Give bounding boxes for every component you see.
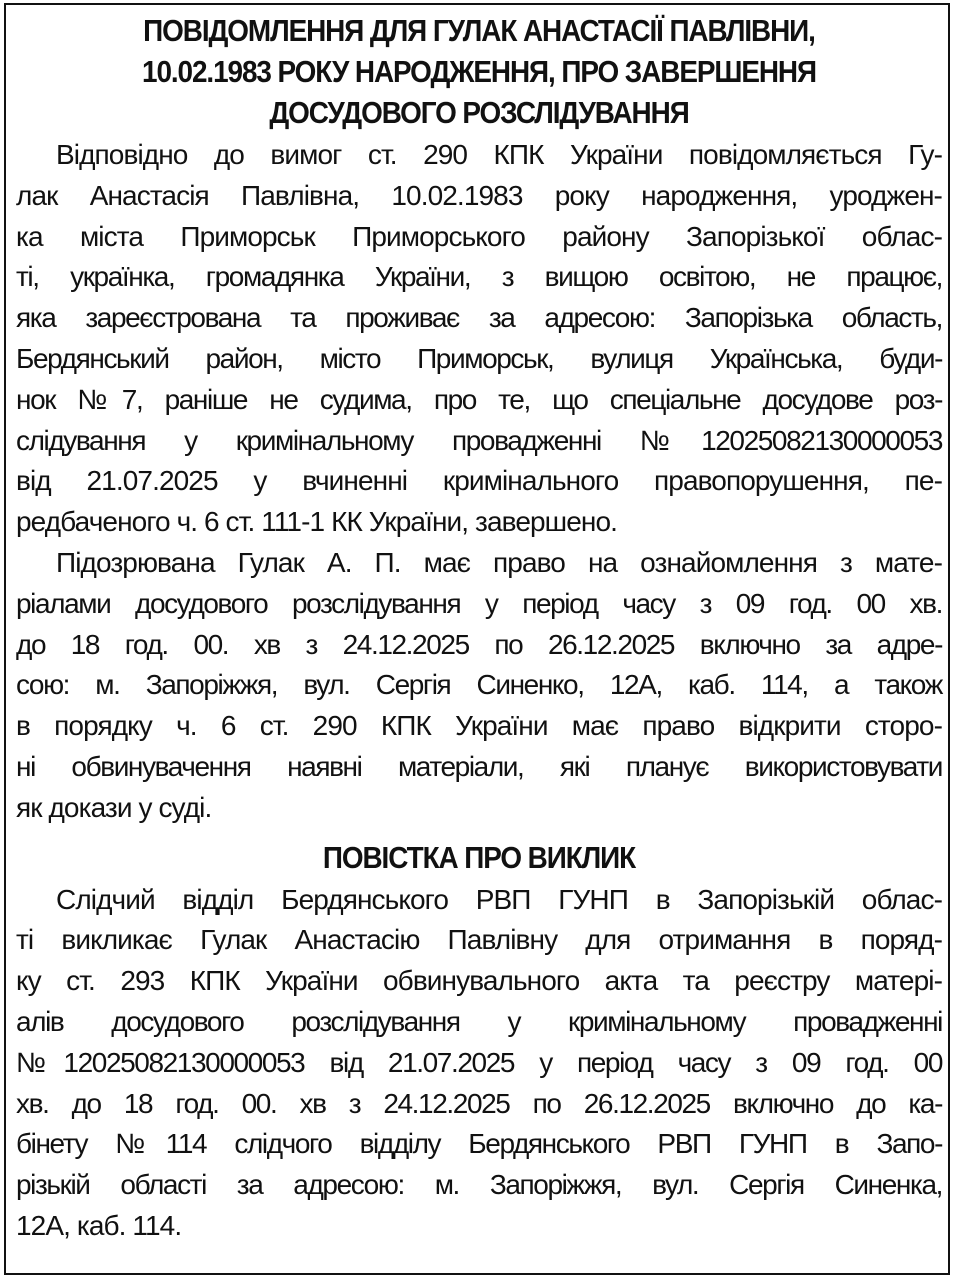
text-line: в порядку ч. 6 ст. 290 КПК України має право відкрити сторо- <box>16 710 942 742</box>
text-line: нок №7, раніше не судима, про те, що спеціальне досудове роз- <box>16 383 942 415</box>
summons-paragraph <box>16 880 942 1247</box>
text-line: різькій області за адресою: м. Запоріжжя, вул. Сергія Синенка, <box>16 1169 942 1201</box>
notice-title-line: ДОСУДОВОГО РОЗСЛІДУВАННЯ <box>269 95 689 130</box>
notice-title <box>62 10 895 133</box>
text-line: хв. до 18 год. 00. хв з 24.12.2025 по 26.12.2025 включно до ка- <box>16 1087 942 1119</box>
text-line: №12025082130000053 від 21.07.2025 у період часу з 09 год. 00 <box>16 1046 942 1078</box>
text-line: Бердянський район, місто Приморськ, вулиця Українська, буди- <box>16 342 942 374</box>
document-content <box>16 10 942 1247</box>
text-line: ріалами досудового розслідування у період часу з 09 год. 00 хв. <box>16 587 942 619</box>
text-line: лак Анастасія Павлівна, 10.02.1983 року народження, уроджен- <box>16 179 942 211</box>
text-line: 12А, каб. 114. <box>16 1209 182 1241</box>
summons-title: ПОВІСТКА ПРО ВИКЛИК <box>322 839 636 875</box>
text-line: алів досудового розслідування у кримінальному провадженні <box>16 1005 942 1037</box>
text-line: редбаченого ч. 6 ст. 111-1 КК України, завершено. <box>16 506 618 538</box>
text-line: ку ст. 293 КПК України обвинувального акта та реєстру матері- <box>16 965 942 997</box>
text-line: як докази у суді. <box>16 791 212 823</box>
text-line: ті, українка, громадянка України, з вищою освітою, не працює, <box>16 261 942 293</box>
text-line: сою: м. Запоріжжя, вул. Сергія Синенко, 12А, каб. 114, а також <box>16 669 942 701</box>
notice-paragraph-2 <box>16 543 942 829</box>
text-line: Слідчий відділ Бердянського РВП ГУНП в Запорізькій облас- <box>56 883 942 915</box>
text-line: слідування у кримінальному провадженні №12025082130000053 <box>16 424 942 456</box>
text-line: від 21.07.2025 у вчиненні кримінального правопорушення, пе- <box>16 465 942 497</box>
text-line: ка міста Приморськ Приморського району Запорізької облас- <box>16 220 942 252</box>
notice-title-line: ПОВІДОМЛЕННЯ ДЛЯ ГУЛАК АНАСТАСІЇ ПАВЛІВНИ, <box>143 13 815 48</box>
text-line: Підозрювана Гулак А. П. має право на ознайомлення з мате- <box>56 546 942 578</box>
text-line: яка зареєстрована та проживає за адресою: Запорізька область, <box>16 302 942 334</box>
text-line: Відповідно до вимог ст. 290 КПК України повідомляється Гу- <box>56 139 942 170</box>
notice-paragraph-1 <box>16 135 942 543</box>
text-line: ті викликає Гулак Анастасію Павлівну для отримання в поряд- <box>16 924 942 956</box>
text-line: бінету №114 слідчого відділу Бердянського РВП ГУНП в Запо- <box>16 1128 942 1160</box>
text-line: до 18 год. 00. хв з 24.12.2025 по 26.12.2025 включно за адре- <box>16 628 942 660</box>
text-line: ні обвинувачення наявні матеріали, які планує використовувати <box>16 750 942 782</box>
notice-title-line: 10.02.1983 РОКУ НАРОДЖЕННЯ, ПРО ЗАВЕРШЕННЯ <box>142 54 816 89</box>
